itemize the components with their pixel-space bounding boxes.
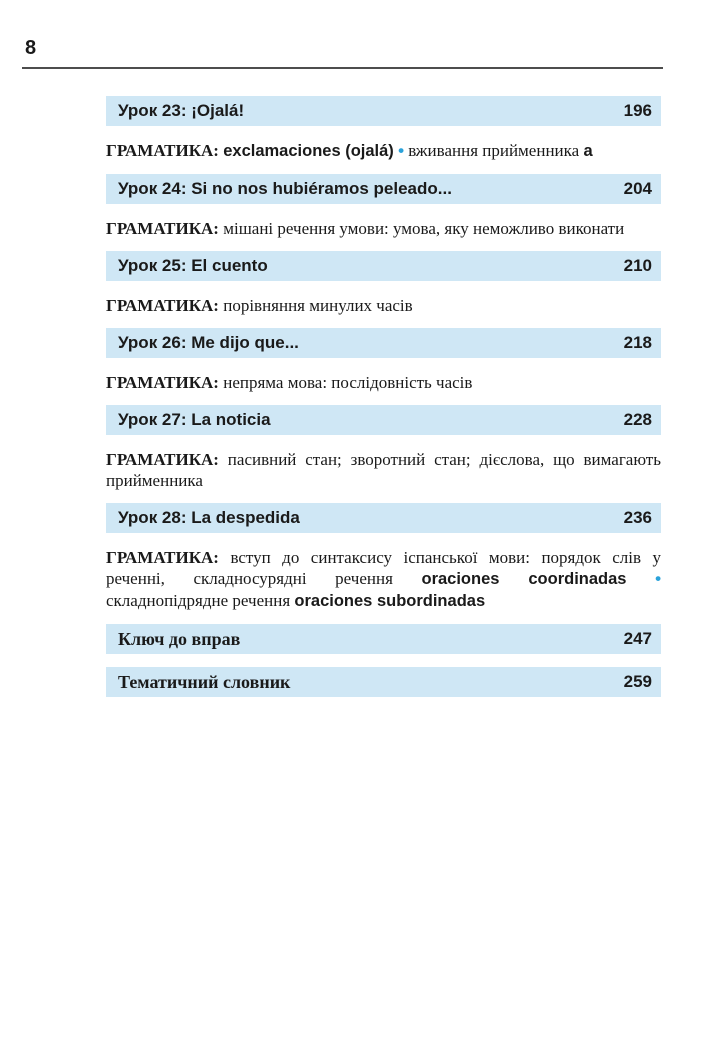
grammar-text: вживання прийменника	[404, 141, 584, 160]
grammar-note	[106, 295, 661, 316]
page-number: 8	[25, 37, 37, 59]
grammar-label: ГРАМАТИКА:	[106, 141, 224, 160]
grammar-note	[106, 140, 661, 162]
lesson-title: Урок 24: Si no nos hubiéramos peleado...	[118, 179, 452, 198]
grammar-text: пасивний стан; зворотний стан; дієслова, що вимагають прийменника	[106, 450, 661, 490]
lesson-page-number: 196	[623, 101, 652, 120]
section-row	[106, 624, 661, 654]
section-row	[106, 667, 661, 697]
grammar-label: ГРАМАТИКА:	[106, 296, 224, 315]
toc-list	[106, 96, 661, 697]
grammar-text: непряма мова: послідовність часів	[223, 373, 473, 392]
section-title: Ключ до вправ	[118, 628, 241, 649]
lesson-row	[106, 328, 661, 358]
grammar-note	[106, 218, 661, 239]
section-title: Тематичний словник	[118, 671, 291, 692]
grammar-note	[106, 547, 661, 612]
section-page-number: 247	[623, 629, 652, 648]
lesson-title: Урок 28: La despedida	[118, 508, 300, 527]
grammar-term: oraciones subordinadas	[294, 592, 486, 610]
grammar-note	[106, 372, 661, 393]
lesson-page-number: 204	[623, 179, 652, 198]
grammar-label: ГРАМАТИКА:	[106, 373, 224, 392]
lesson-page-number: 236	[623, 508, 652, 527]
grammar-text: мішані речення умови: умова, яку неможливо виконати	[223, 219, 625, 238]
bullet-icon: •	[655, 569, 662, 588]
grammar-text	[626, 569, 655, 588]
lesson-row	[106, 251, 661, 281]
lesson-row	[106, 503, 661, 533]
lesson-row	[106, 174, 661, 204]
grammar-label: ГРАМАТИКА:	[106, 450, 228, 469]
grammar-label: ГРАМАТИКА:	[106, 219, 224, 238]
grammar-label: ГРАМАТИКА:	[106, 548, 231, 567]
lesson-title: Урок 23: ¡Ojalá!	[118, 101, 245, 120]
lesson-title: Урок 27: La noticia	[118, 410, 271, 429]
grammar-text: вступ до синтаксису іспанської мови: порядок слів у реченні, складносурядні речення	[106, 548, 661, 588]
section-page-number: 259	[623, 672, 652, 691]
header-rule	[22, 67, 663, 69]
grammar-text: порівняння минулих часів	[223, 296, 413, 315]
bullet-icon: •	[398, 141, 405, 160]
lesson-title: Урок 25: El cuento	[118, 256, 268, 275]
lesson-row	[106, 96, 661, 126]
grammar-term: exclamaciones (ojalá)	[223, 142, 394, 160]
grammar-term: oraciones coordinadas	[421, 570, 627, 588]
lesson-page-number: 218	[623, 333, 652, 352]
lesson-page-number: 210	[623, 256, 652, 275]
grammar-note	[106, 449, 661, 491]
grammar-term: a	[583, 142, 593, 160]
lesson-page-number: 228	[623, 410, 652, 429]
lesson-row	[106, 405, 661, 435]
lesson-title: Урок 26: Me dijo que...	[118, 333, 299, 352]
grammar-text: складнопідрядне речення	[106, 591, 295, 610]
